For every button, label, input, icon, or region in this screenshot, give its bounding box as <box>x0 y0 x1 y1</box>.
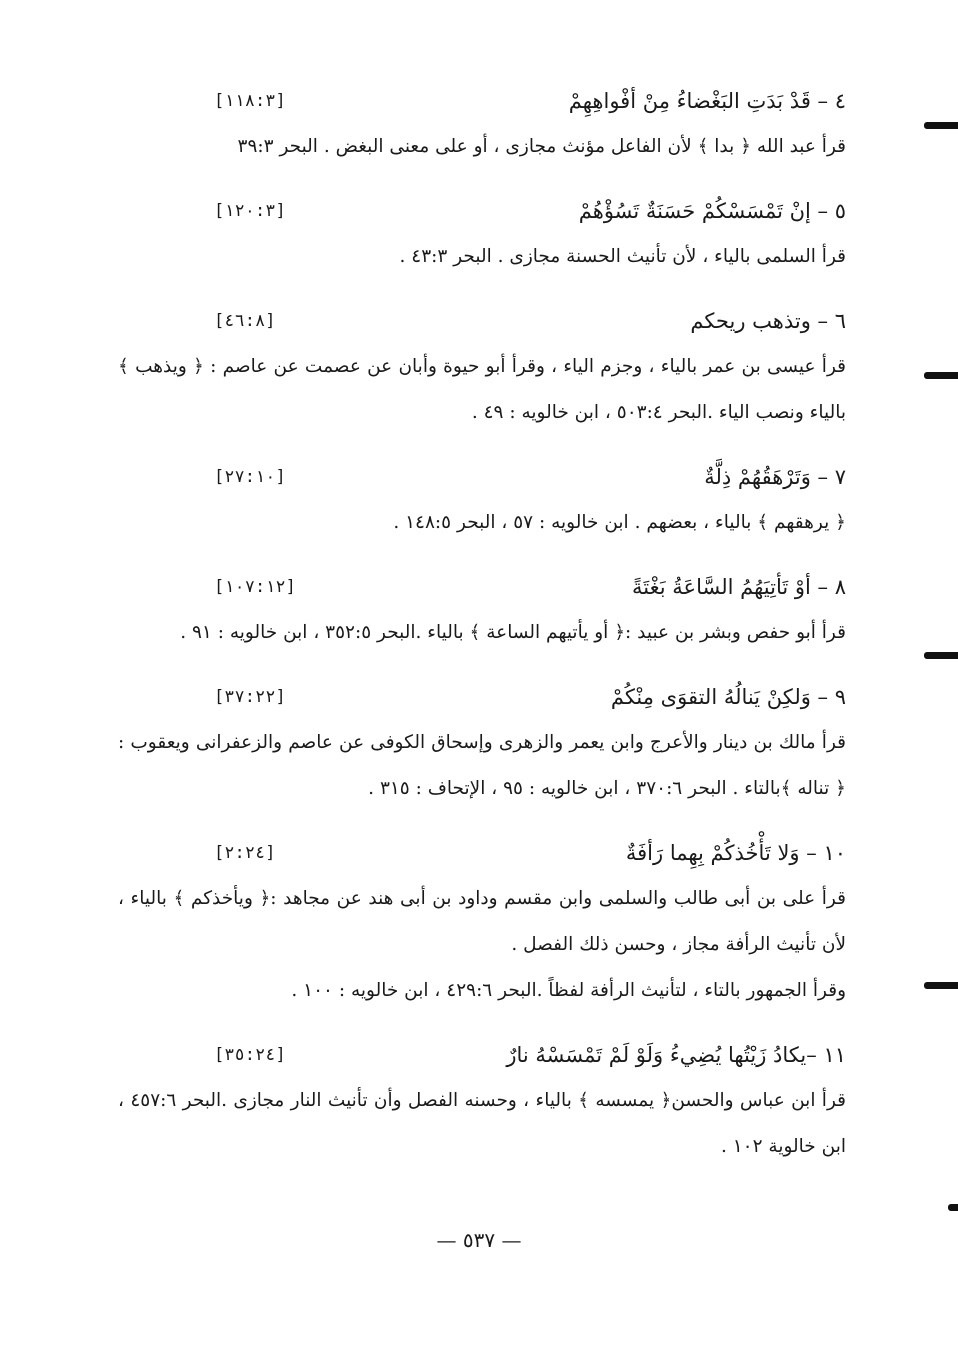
commentary-paragraph: قرأ عيسى بن عمر بالياء ، وجزم الياء ، وقرأ أبو حيوة وأبان عن عصمت عن عاصم : ﴿ ويذهب ﴾ بالياء ونصب الياء .البحر ٥٠٣:٤ ، ابن خالويه : ٤٩ . <box>118 356 846 423</box>
commentary-paragraph: قرأ مالك بن دينار والأعرج وابن يعمر والزهرى وإسحاق الكوفى عن عاصم والزعفرانى ويعقوب : ﴿ تناله ﴾بالتاء . البحر ٣٧٠:٦ ، ابن خالويه : ٩٥ ، الإتحاف : ٣١٥ . <box>118 732 846 799</box>
entry-6 <box>118 298 846 436</box>
entry-commentary <box>118 610 846 656</box>
verse-title: ٤ – قَدْ بَدَتِ البَغْضاءُ مِنْ أفْواهِهِمْ <box>568 89 846 113</box>
entry-header <box>118 454 846 500</box>
commentary-paragraph: وقرأ الجمهور بالتاء ، لتأنيث الرأفة لفظاً .البحر ٤٢٩:٦ ، ابن خالويه : ١٠٠ . <box>291 980 846 1001</box>
entry-5 <box>118 188 846 280</box>
verse-reference: [٣٧:٢٢] <box>214 687 286 707</box>
page-number: — ٥٣٧ — <box>436 1228 522 1252</box>
entry-commentary <box>118 344 846 436</box>
entry-header <box>118 298 846 344</box>
commentary-paragraph: قرأ على بن أبى طالب والسلمى وابن مقسم وداود بن أبى هند عن مجاهد :﴿ ويأخذكم ﴾ بالياء ، لأن تأنيث الرأفة مجاز ، وحسن ذلك الفصل . <box>118 888 846 955</box>
binding-edge-mark <box>924 122 958 129</box>
entry-7 <box>118 454 846 546</box>
entry-11 <box>118 1032 846 1170</box>
verse-reference: [٢:٢٤] <box>214 843 276 863</box>
verse-title: ٦ – وتذهب ريحكم <box>690 309 846 333</box>
binding-edge-mark <box>924 652 958 659</box>
entry-commentary <box>118 876 846 1014</box>
entry-header <box>118 674 846 720</box>
commentary-paragraph: قرأ عبد الله ﴿ بدا ﴾ لأن الفاعل مؤنث مجازى ، أو على معنى البغض . البحر ٣٩:٣ <box>237 136 846 157</box>
commentary-paragraph: قرأ أبو حفص وبشر بن عبيد :﴿ أو يأتيهم الساعة ﴾ بالياء .البحر ٣٥٢:٥ ، ابن خالويه : ٩١ . <box>180 622 846 643</box>
entry-commentary <box>118 124 846 170</box>
entry-commentary <box>118 720 846 812</box>
entry-commentary <box>118 1078 846 1170</box>
verse-title: ١١ –يكادُ زَيْتُها يُضِيءُ وَلَوْ لَمْ تَمْسَسْهُ نارٌ <box>506 1043 846 1067</box>
binding-edge-mark <box>948 1204 958 1211</box>
entry-8 <box>118 564 846 656</box>
verse-reference: [٢٧:١٠] <box>214 467 286 487</box>
page-body <box>118 78 846 1188</box>
verse-reference: [٣٥:٢٤] <box>214 1045 286 1065</box>
binding-edge-mark <box>924 372 958 379</box>
entry-10 <box>118 830 846 1014</box>
verse-reference: [١٠٧:١٢] <box>214 577 296 597</box>
entry-commentary <box>118 500 846 546</box>
entry-commentary <box>118 234 846 280</box>
verse-title: ٨ – أوْ تَأتِيَهُمُ السَّاعَةُ بَغْتَةً <box>632 575 846 599</box>
verse-title: ٥ – إنْ تَمْسَسْكُمْ حَسَنَةٌ تَسُؤْهُمْ <box>578 199 846 223</box>
entry-header <box>118 78 846 124</box>
verse-title: ١٠ – وَلا تَأْخُذكُمْ بِهِما رَأفَةٌ <box>625 841 846 865</box>
verse-reference: [٤٦:٨] <box>214 311 276 331</box>
verse-title: ٩ – وَلكِنْ يَنالُهُ التقوَى مِنْكُمْ <box>610 685 846 709</box>
entry-9 <box>118 674 846 812</box>
entry-header <box>118 830 846 876</box>
commentary-paragraph: قرأ ابن عباس والحسن﴿ يمسسه ﴾ بالياء ، وحسنه الفصل وأن تأنيث النار مجازى .البحر ٤٥٧:٦ ، ابن خالوية ١٠٢ . <box>118 1090 846 1157</box>
verse-title: ٧ – وَتَرْهَقُهُمْ ذِلَّةٌ <box>704 465 846 489</box>
entry-header <box>118 188 846 234</box>
commentary-paragraph: قرأ السلمى بالياء ، لأن تأنيث الحسنة مجازى . البحر ٤٣:٣ . <box>399 246 846 267</box>
verse-reference: [١١٨:٣] <box>214 91 286 111</box>
entry-4 <box>118 78 846 170</box>
binding-edge-mark <box>924 982 958 989</box>
verse-reference: [١٢٠:٣] <box>214 201 286 221</box>
commentary-paragraph: ﴿ يرهقهم ﴾ بالياء ، بعضهم . ابن خالويه : ٥٧ ، البحر ١٤٨:٥ . <box>393 512 846 533</box>
entry-header <box>118 1032 846 1078</box>
entry-header <box>118 564 846 610</box>
